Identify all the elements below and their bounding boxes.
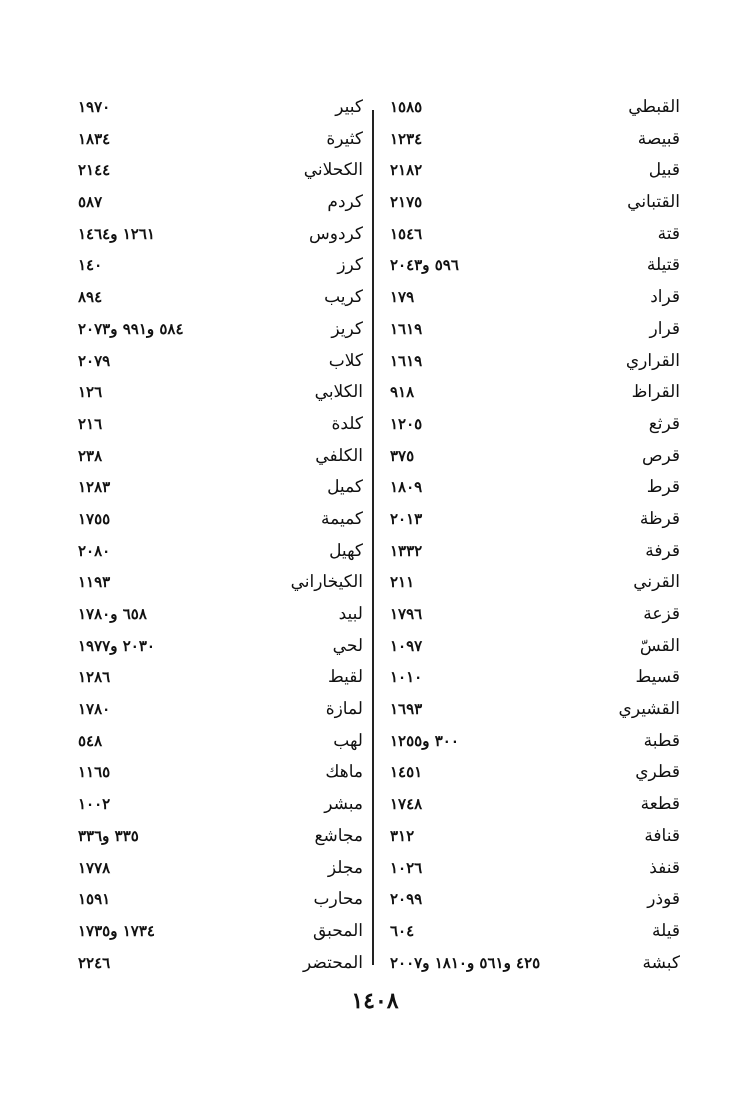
entry-name: قيلة xyxy=(652,920,680,941)
index-entry xyxy=(78,92,363,124)
entry-reference: ٩١٨ xyxy=(390,383,415,402)
entry-name: قوذر xyxy=(647,889,680,910)
entry-name: محارب xyxy=(313,889,363,910)
index-entry xyxy=(78,789,363,821)
index-entry xyxy=(390,757,680,789)
entry-name: قنفذ xyxy=(649,857,680,878)
index-entry xyxy=(78,250,363,282)
entry-reference: ١٤٠ xyxy=(78,256,103,275)
entry-reference: ٦٥٨ و١٧٨٠ xyxy=(78,605,147,623)
index-entry xyxy=(78,441,363,473)
entry-name: المحتضر xyxy=(303,952,363,973)
entry-reference: ٤٢٥ و٥٦١ و١٨١٠ و٢٠٠٧ xyxy=(390,953,541,972)
entry-name: كبشة xyxy=(642,952,680,973)
index-entry xyxy=(78,504,363,536)
entry-reference: ١٧٥٥ xyxy=(78,509,111,528)
index-entry xyxy=(390,282,680,314)
entry-name: ماهك xyxy=(325,762,363,783)
entry-reference: ١٦٩٣ xyxy=(390,700,423,719)
entry-name: كميمة xyxy=(321,508,363,529)
entry-name: قراد xyxy=(650,287,680,308)
entry-name: قرط xyxy=(646,477,680,498)
entry-name: قزعة xyxy=(643,604,680,624)
entry-reference: ١٠٢٦ xyxy=(390,858,423,877)
entry-reference: ١٥٩١ xyxy=(78,890,111,909)
index-entry xyxy=(390,409,680,441)
entry-reference: ٣٣٥ و٣٣٦ xyxy=(78,826,139,845)
index-entry xyxy=(390,694,680,726)
entry-reference: ٢١٦ xyxy=(78,414,103,433)
entry-reference: ١٢٣٤ xyxy=(390,129,423,148)
entry-reference: ١٢٦ xyxy=(78,383,103,402)
index-entry xyxy=(390,219,680,251)
entry-reference: ١٧٩ xyxy=(390,288,415,307)
entry-name: قبيل xyxy=(648,160,680,181)
entry-name: الكلابي xyxy=(314,382,363,403)
index-entry xyxy=(78,377,363,409)
entry-reference: ١٩٧٠ xyxy=(78,98,111,116)
index-entry xyxy=(78,853,363,885)
entry-reference: ٢٠٧٩ xyxy=(78,351,111,370)
entry-reference: ١٠٩٧ xyxy=(390,636,423,655)
index-entry xyxy=(78,346,363,378)
entry-name: الكحلاني xyxy=(303,160,363,181)
entry-reference: ٦٠٤ xyxy=(390,921,415,940)
entry-reference: ٣٠٠ و١٢٥٥ xyxy=(390,731,459,750)
entry-reference: ٢١١ xyxy=(390,573,415,592)
entry-name: مجاشع xyxy=(314,825,363,846)
index-entry xyxy=(78,916,363,948)
entry-reference: ١٨٠٩ xyxy=(390,478,423,497)
entry-reference: ١٧٨٠ xyxy=(78,700,111,719)
entry-name: كهيل xyxy=(329,540,363,561)
entry-reference: ١٥٤٦ xyxy=(390,224,423,243)
entry-reference: ١٢٨٣ xyxy=(78,478,111,497)
entry-name: مبشر xyxy=(324,794,363,815)
index-entry xyxy=(78,472,363,504)
entry-name: كريز xyxy=(331,318,363,339)
entry-name: قرثع xyxy=(648,413,680,434)
index-entry xyxy=(78,726,363,758)
entry-name: لقيط xyxy=(327,667,363,688)
index-entry xyxy=(390,187,680,219)
entry-reference: ١١٩٣ xyxy=(78,573,111,592)
index-entry xyxy=(390,884,680,916)
index-entry xyxy=(390,536,680,568)
entry-name: لحي xyxy=(332,635,363,656)
index-entry xyxy=(390,789,680,821)
entry-reference: ١٠٠٢ xyxy=(78,795,111,814)
index-entry xyxy=(78,282,363,314)
entry-reference: ١٧٤٨ xyxy=(390,795,423,814)
entry-name: كردوس xyxy=(308,223,363,244)
entry-reference: ١٢٦١ و١٤٦٤ xyxy=(78,224,155,243)
entry-name: قرار xyxy=(649,318,680,339)
entry-name: قطري xyxy=(635,762,680,783)
entry-name: القرني xyxy=(633,572,680,593)
index-entry xyxy=(390,92,680,124)
entry-name: كلاب xyxy=(328,350,363,371)
index-entry xyxy=(78,662,363,694)
index-entry xyxy=(390,441,680,473)
entry-name: كرز xyxy=(337,255,363,276)
entry-name: الكلفي xyxy=(315,445,363,466)
index-entry xyxy=(390,916,680,948)
entry-name: كريب xyxy=(324,287,363,308)
entry-name: قرفة xyxy=(645,540,680,561)
index-entry xyxy=(390,472,680,504)
entry-reference: ١٧٣٤ و١٧٣٥ xyxy=(78,921,155,940)
index-entry xyxy=(390,853,680,885)
entry-reference: ١٤٥١ xyxy=(390,763,423,782)
entry-reference: ٢٠٨٠ xyxy=(78,541,111,560)
index-entry xyxy=(390,504,680,536)
entry-reference: ٢١٧٥ xyxy=(390,193,423,212)
index-entry xyxy=(78,124,363,156)
entry-reference: ١٧٧٨ xyxy=(78,858,111,877)
index-entry xyxy=(390,631,680,663)
entry-reference: ٥٨٧ xyxy=(78,193,103,212)
index-entry xyxy=(78,757,363,789)
index-entry xyxy=(390,726,680,758)
entry-reference: ٥٨٤ و٩٩١ و٢٠٧٣ xyxy=(78,319,184,338)
entry-reference: ٢٠٣٠ و١٩٧٧ xyxy=(78,636,155,655)
index-entry xyxy=(78,631,363,663)
entry-name: القراري xyxy=(625,350,680,371)
index-entry xyxy=(78,219,363,251)
entry-reference: ٥٤٨ xyxy=(78,731,103,750)
entry-name: قسيط xyxy=(635,667,680,688)
entry-reference: ٢٢٤٦ xyxy=(78,953,111,972)
entry-reference: ١١٦٥ xyxy=(78,763,111,782)
entry-reference: ١٠١٠ xyxy=(390,668,423,687)
index-entry xyxy=(390,124,680,156)
entry-name: لمازة xyxy=(325,699,363,720)
index-entry xyxy=(390,567,680,599)
index-entry xyxy=(78,567,363,599)
entry-name: القراظ xyxy=(631,382,680,403)
entry-reference: ١٦١٩ xyxy=(390,319,423,338)
entry-reference: ١٧٩٦ xyxy=(390,605,423,623)
entry-name: كبير xyxy=(335,97,363,117)
entry-name: كثيرة xyxy=(326,128,363,149)
entry-reference: ٣١٢ xyxy=(390,826,415,845)
index-entry xyxy=(390,948,680,980)
left-index-column xyxy=(78,92,363,979)
entry-name: القتباني xyxy=(627,192,680,213)
index-entry xyxy=(390,155,680,187)
index-entry xyxy=(78,536,363,568)
entry-name: الكيخاراني xyxy=(290,572,363,593)
page-number: ١٤٠٨ xyxy=(351,988,399,1014)
column-divider xyxy=(372,110,374,965)
right-index-column xyxy=(390,92,680,979)
entry-name: القشيري xyxy=(618,699,680,720)
entry-name: قطعة xyxy=(640,794,680,815)
entry-name: قتيلة xyxy=(646,255,680,276)
entry-reference: ١٥٨٥ xyxy=(390,98,423,116)
entry-reference: ١٨٣٤ xyxy=(78,129,111,148)
entry-name: قرص xyxy=(641,445,680,466)
entry-reference: ٢٠١٣ xyxy=(390,509,423,528)
index-entry xyxy=(78,409,363,441)
index-entry xyxy=(390,346,680,378)
index-entry xyxy=(390,377,680,409)
entry-reference: ٢٣٨ xyxy=(78,446,103,465)
entry-name: كميل xyxy=(327,477,363,498)
entry-reference: ٨٩٤ xyxy=(78,288,103,307)
entry-reference: ٥٩٦ و٢٠٤٣ xyxy=(390,256,459,275)
index-entry xyxy=(390,662,680,694)
index-entry xyxy=(78,599,363,631)
entry-name: المحبق xyxy=(312,920,363,941)
entry-reference: ١٣٣٢ xyxy=(390,541,423,560)
index-entry xyxy=(390,821,680,853)
entry-name: القسّ xyxy=(639,635,680,656)
entry-name: قرظة xyxy=(639,508,680,529)
entry-name: كلدة xyxy=(331,413,363,434)
index-entry xyxy=(78,884,363,916)
entry-name: قطبة xyxy=(643,730,680,751)
entry-name: لبيد xyxy=(338,604,363,624)
index-entry xyxy=(78,948,363,980)
entry-reference: ٢١٤٤ xyxy=(78,161,111,180)
entry-reference: ٣٧٥ xyxy=(390,446,415,465)
entry-name: قنافة xyxy=(644,825,680,846)
entry-name: لهب xyxy=(333,730,363,751)
index-entry xyxy=(78,821,363,853)
entry-name: كردم xyxy=(327,192,363,213)
entry-reference: ١٢٨٦ xyxy=(78,668,111,687)
index-entry xyxy=(78,155,363,187)
entry-name: القبطي xyxy=(628,97,680,117)
index-entry xyxy=(390,250,680,282)
index-entry xyxy=(78,314,363,346)
index-entry xyxy=(78,694,363,726)
entry-reference: ٢١٨٢ xyxy=(390,161,423,180)
entry-name: مجلز xyxy=(327,857,363,878)
entry-reference: ١٢٠٥ xyxy=(390,414,423,433)
index-entry xyxy=(390,314,680,346)
entry-reference: ١٦١٩ xyxy=(390,351,423,370)
entry-name: قبيصة xyxy=(637,128,680,149)
entry-reference: ٢٠٩٩ xyxy=(390,890,423,909)
index-entry xyxy=(390,599,680,631)
entry-name: قتة xyxy=(657,223,680,244)
index-entry xyxy=(78,187,363,219)
